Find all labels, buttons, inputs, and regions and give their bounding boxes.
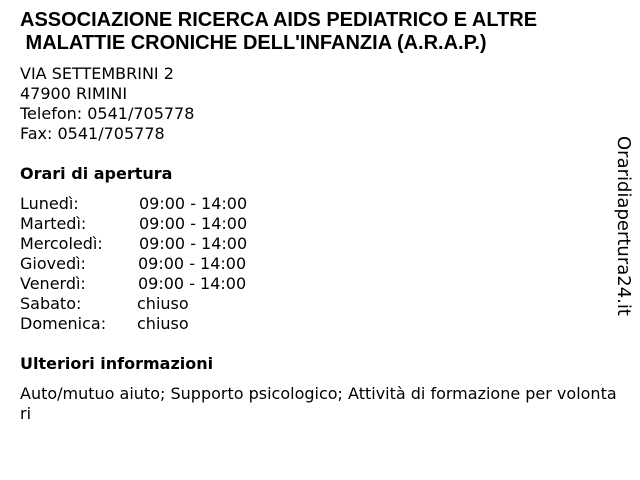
opening-hours-heading: Orari di apertura	[20, 164, 173, 183]
page-title: ASSOCIAZIONE RICERCA AIDS PEDIATRICO E ALTRE MALATTIE CRONICHE DELL'INFANZIA (A.R.A.P.)	[20, 9, 538, 54]
day-hours: 09:00 - 14:00	[139, 234, 248, 253]
hours-row-thursday	[20, 254, 247, 274]
day-label: Mercoledì:	[20, 234, 103, 253]
hours-row-monday	[20, 194, 248, 214]
more-info-heading: Ulteriori informazioni	[20, 354, 214, 373]
address-block	[20, 64, 194, 144]
phone-number: Telefon: 0541/705778	[20, 104, 195, 123]
street-address: VIA SETTEMBRINI 2	[20, 64, 174, 83]
hours-row-tuesday	[20, 214, 248, 234]
hours-row-saturday	[20, 294, 189, 314]
site-watermark: Oraridiapertura24.it	[613, 136, 634, 316]
day-hours: 09:00 - 14:00	[139, 214, 248, 233]
hours-row-friday	[20, 274, 247, 294]
day-hours: chiuso	[137, 294, 189, 313]
day-label: Venerdì:	[20, 274, 86, 293]
day-hours: chiuso	[137, 314, 189, 333]
day-label: Lunedì:	[20, 194, 79, 213]
day-label: Martedì:	[20, 214, 87, 233]
city: 47900 RIMINI	[20, 84, 128, 103]
day-hours: 09:00 - 14:00	[138, 274, 247, 293]
hours-row-sunday	[20, 314, 189, 334]
day-hours: 09:00 - 14:00	[139, 194, 248, 213]
hours-row-wednesday	[20, 234, 248, 254]
day-label: Giovedì:	[20, 254, 86, 273]
day-label: Domenica:	[20, 314, 107, 333]
opening-hours-table	[20, 194, 248, 334]
fax-number: Fax: 0541/705778	[20, 124, 165, 143]
day-hours: 09:00 - 14:00	[138, 254, 247, 273]
day-label: Sabato:	[20, 294, 82, 313]
more-info-text: Auto/mutuo aiuto; Supporto psicologico; Attività di formazione per volontari	[20, 384, 617, 423]
